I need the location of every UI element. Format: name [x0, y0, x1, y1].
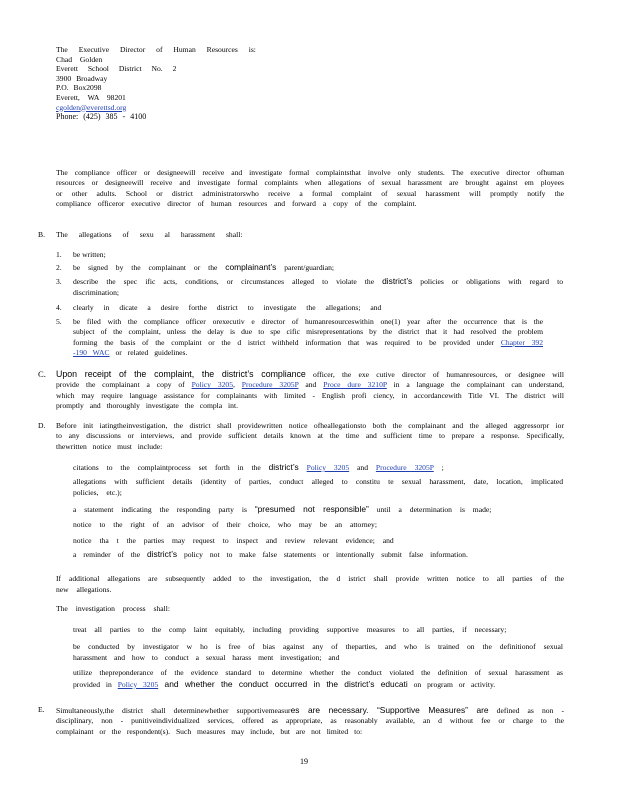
section-c-paragraph: Upon receipt of the complaint, the district’s compliance officer, the exe cutive director of humanresources, or designee will provide the complainant a copy of Policy 3205, Procedure 3205P and Proce dure 3210P in a language the complainant can understand, which may require language assistance for complainants with limited - English profi ciency, in accordancewith Title VI. The district will promptly and thoroughly investigate the compla int. [56, 369, 565, 411]
section-e-letter: E. [38, 705, 45, 714]
contact-email[interactable]: cgolden@everettsd.org [56, 102, 127, 112]
d-bullet-1: citations to the complaintprocess set forth in the district’s Policy 3205 and Procedure 3205P ; [73, 462, 444, 472]
contact-street: 3900 Broadway [56, 73, 108, 83]
section-d-letter: D. [38, 421, 46, 430]
contact-po: P.O. Box2098 [56, 83, 102, 93]
procedure-3205p-link[interactable]: Procedure 3205P [375, 463, 434, 472]
d-bullet-5: notice tha t the parties may request to inspect and review relevant evidence; and [73, 536, 394, 545]
procedure-3210p-link[interactable]: Proce dure 3210P [323, 380, 387, 390]
b-item-5: be filed with the compliance officer orexecutiv e director of humanresourceswithin one(1) year after the occurrence that is the subject of the complaint, unless the delay is due to spe cific misrepresentations by the district that it had resolved the problem forming the basis of the complaint or the d istrict withheld information that was required to be provided under Chapter 392 -190 WAC or related guidelines. [73, 317, 543, 357]
page-number: 19 [300, 757, 308, 766]
d-process-2: be conducted by investigator w ho is free of bias against any of theparties, and who is trained on the definitionof sexual harassment and how to conduct a sexual harass ment investigation; and [73, 642, 563, 662]
d-process-heading: The investigation process shall: [56, 604, 170, 613]
b-item-1: be written; [73, 250, 106, 259]
d-process-3: utilize thepreponderance of the evidence standard to determine whether the conduct violated the definition of sexual harassment as provided in Policy 3205 and whether the conduct occurred in the district’s educati on program or activity. [73, 668, 563, 689]
section-b-heading: The allegations of sexu al harassment shall: [56, 230, 243, 239]
section-c-letter: C. [38, 369, 46, 379]
b-item-4: clearly in dicate a desire forthe district to investigate the allegations; and [73, 303, 382, 312]
d-process-1: treat all parties to the comp laint equitably, including providing supportive measures to all parties, if necessary; [73, 625, 507, 634]
contact-city: Everett, WA 98201 [56, 92, 126, 102]
b-item-3: describe the spec ific acts, conditions, or circumstances alleged to violate the district’s policies or obligations with regard to discrimination; [73, 276, 563, 297]
contact-name: Chad Golden [56, 54, 103, 64]
contact-org: Everett School District No. 2 [56, 64, 177, 74]
d-additional: If additional allegations are subsequently added to the investigation, the d istrict shall provide written notice to all parties of the new allegations. [56, 574, 564, 594]
contact-phone: Phone: (425) 385 - 4100 [56, 112, 147, 122]
b-item-2: be signed by the complainant or the complainant’s parent/guardian; [73, 262, 335, 272]
d-bullet-4: notice to the right of an advisor of their choice, who may be an attorney; [73, 520, 377, 529]
b-item-2-num: 2. [56, 263, 62, 272]
b-item-3-num: 3. [56, 277, 62, 286]
policy-3205-link[interactable]: Policy 3205 [191, 380, 234, 390]
contact-intro: The Executive Director of Human Resources is: [56, 45, 256, 54]
d-bullet-6: a reminder of the district’s policy not to make false statements or intentionally submit false information. [73, 549, 468, 559]
policy-3205-link[interactable]: Policy 3205 [306, 463, 350, 472]
intro-paragraph: The compliance officer or designeewill receive and investigate formal complaintsthat involve only students. The executive director ofhuman resources or designeewill receive and investigate formal complaints when allegations of sexual harassment are brought against em ployees or other adults. School or district administratorswho receive a formal complaint of sexual harassment will promptly notify the compliance officeror executive director of human resources and forward a copy of the complaint. [56, 168, 564, 209]
section-b-letter: B. [38, 230, 45, 239]
section-d-intro: Before init iatingtheinvestigation, the district shall providewritten notice ofheallegationsto both the complainant and the alleged aggressorpr ior to any discussions or interviews, and provide sufficient details known at the time and sufficient time to prepare a response. Specifically, thewritten notice must include: [56, 421, 564, 451]
procedure-3205p-link[interactable]: Procedure 3205P [241, 380, 299, 390]
d-bullet-2: allegations with sufficient details (identity of parties, conduct alleged to constitu te sexual harassment, date, location, implicated policies, etc.); [73, 477, 563, 497]
b-item-1-num: 1. [56, 250, 62, 259]
b-item-4-num: 4. [56, 303, 62, 312]
d-bullet-3: a statement indicating the responding party is “presumed not responsible” until a determination is made; [73, 504, 492, 514]
section-e-paragraph: Simultaneously,the district shall determinewhether supportivemeasures are necessary. “Supportive Measures” are defined as non - disciplinary, non - punitiveindividualized services, offered as appropriate, as reasonably available, an d without fee or charge to the complainant or the respondent(s). Such measures may include, but are not limited to: [56, 705, 565, 736]
contact-block [56, 45, 356, 122]
policy-3205-link[interactable]: Policy 3205 [117, 679, 159, 689]
b-item-5-num: 5. [56, 317, 62, 326]
chapter-392-190-link[interactable]: Chapter 392 -190 WAC [73, 337, 543, 357]
